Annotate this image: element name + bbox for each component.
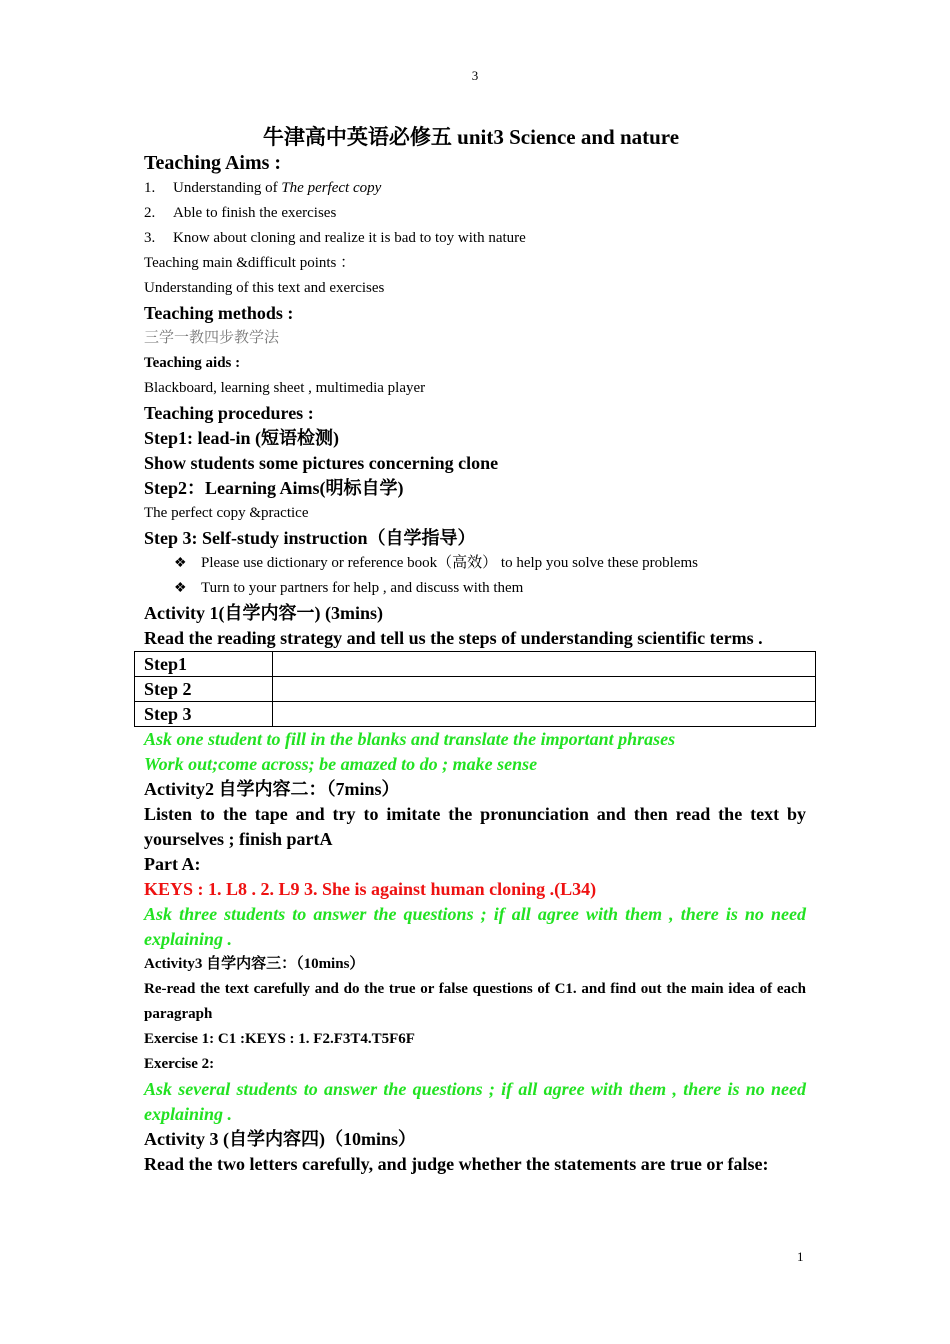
exercise1-keys: Exercise 1: C1 :KEYS : 1. F2.F3T4.T5F6F (144, 1031, 415, 1047)
step2-detail: The perfect copy &practice (144, 505, 309, 521)
teaching-procedures-heading: Teaching procedures : (144, 403, 314, 423)
steps-table (134, 651, 816, 727)
part-a-label: Part A: (144, 854, 201, 874)
activity3-teacher-note: Ask several students to answer the questions ; if all agree with them , there is no need explaining . (144, 1079, 806, 1124)
step1-detail: Show students some pictures concerning clone (144, 453, 499, 473)
activity3-instruction: Re-read the text carefully and do the true or false questions of C1. and find out the main idea of each paragraph (144, 981, 806, 1022)
diamond-bullet-icon: ❖ (174, 581, 187, 596)
diamond-bullet-icon: ❖ (174, 556, 187, 571)
list-number: 1. (144, 180, 156, 196)
teaching-aims-heading: Teaching Aims : (144, 152, 282, 174)
key-points-label: Teaching main &difficult points ： (144, 255, 356, 271)
table-row (135, 702, 816, 727)
list-item (144, 576, 806, 601)
activity1-instruction: Read the reading strategy and tell us the steps of understanding scientific terms . (144, 628, 763, 648)
teaching-methods-text: 三学一教四步教学法 (144, 330, 280, 346)
teaching-methods-heading: Teaching methods : (144, 303, 294, 323)
teaching-aims-list (144, 176, 806, 251)
aim-text: Understanding of (173, 180, 282, 196)
table-row (135, 652, 816, 677)
footer-page-number: 1 (797, 1249, 804, 1264)
list-item (144, 201, 806, 226)
activity1-teacher-note: Ask one student to fill in the blanks and translate the important phrases (144, 729, 676, 749)
step1-heading: Step1: lead-in (短语检测) (144, 428, 339, 448)
step3-bullet-list (144, 551, 806, 601)
activity3-heading: Activity3 自学内容三：（10mins） (144, 956, 365, 972)
table-cell-label: Step 2 (135, 677, 273, 702)
activity1-phrases-note: Work out;come across; be amazed to do ; make sense (144, 754, 538, 774)
list-text: Able to finish the exercises (173, 205, 337, 221)
document-body (144, 123, 806, 1177)
table-cell-value (273, 677, 816, 702)
table-cell-value (273, 652, 816, 677)
document-title: 牛津高中英语必修五 unit3 Science and nature (262, 125, 680, 149)
list-number: 2. (144, 205, 156, 221)
header-page-number: 3 (471, 68, 479, 83)
activity2-instruction: Listen to the tape and try to imitate the pronunciation and then read the text by yourselves ; finish partA (144, 804, 806, 849)
teaching-aids-heading: Teaching aids : (144, 355, 241, 371)
list-number: 3. (144, 230, 156, 246)
part-a-keys: KEYS : 1. L8 . 2. L9 3. She is against human cloning .(L34) (144, 879, 597, 899)
table-cell-label: Step 3 (135, 702, 273, 727)
teaching-aids-text: Blackboard, learning sheet , multimedia player (144, 380, 426, 396)
activity3b-instruction: Read the two letters carefully, and judge whether the statements are true or false: (144, 1154, 769, 1174)
list-item (144, 176, 806, 201)
key-points-text: Understanding of this text and exercises (144, 280, 385, 296)
step2-heading: Step2：Learning Aims(明标自学) (144, 478, 404, 498)
list-text (173, 176, 381, 201)
list-text: Know about cloning and realize it is bad to toy with nature (173, 230, 526, 246)
activity2-heading: Activity2 自学内容二：（7mins） (144, 779, 400, 799)
list-item (144, 226, 806, 251)
table-row (135, 677, 816, 702)
activity1-heading: Activity 1(自学内容一) (3mins) (144, 603, 383, 623)
table-cell-value (273, 702, 816, 727)
table-cell-label: Step1 (135, 652, 273, 677)
activity2-teacher-note: Ask three students to answer the questions ; if all agree with them , there is no need explaining . (144, 904, 806, 949)
list-text: Turn to your partners for help , and discuss with them (201, 580, 524, 596)
exercise2-label: Exercise 2: (144, 1056, 215, 1072)
aim-italic-title: The perfect copy (281, 180, 382, 196)
activity3b-heading: Activity 3 (自学内容四)（10mins） (144, 1129, 416, 1149)
list-text: Please use dictionary or reference book（高效） to help you solve these problems (201, 555, 698, 571)
step3-heading: Step 3: Self-study instruction（自学指导） (144, 528, 476, 548)
list-item (144, 551, 806, 576)
